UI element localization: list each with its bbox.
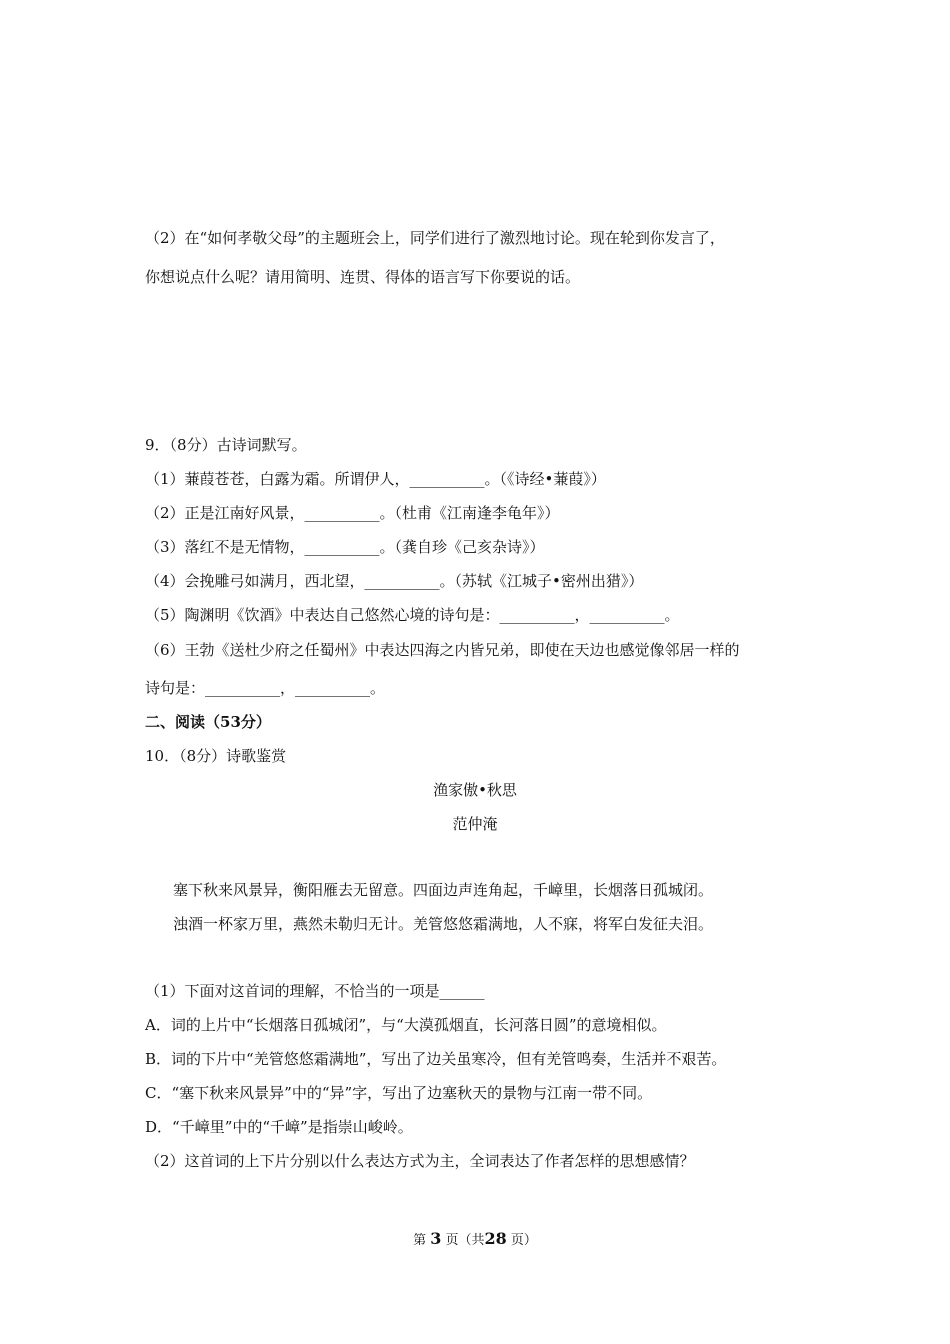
- poem-author: 范仲淹: [452, 815, 498, 833]
- q9-item-5: （5）陶渊明《饮酒》中表达自己悠然心境的诗句是：__________，__________。: [145, 606, 680, 624]
- option-a: A．词的上片中“长烟落日孤城闭”，与“大漠孤烟直，长河落日圆”的意境相似。: [145, 1016, 667, 1034]
- q9-item-4: （4）会挽雕弓如满月，西北望，__________。（苏轼《江城子•密州出猎》）: [145, 572, 644, 590]
- q9-heading: 9．（8分）古诗词默写。: [145, 436, 307, 454]
- q8-part2-line1: （2）在“如何孝敬父母”的主题班会上，同学们进行了激烈地讨论。现在轮到你发言了，: [145, 229, 725, 247]
- option-d: D．“千嶂里”中的“千嶂”是指崇山峻岭。: [145, 1118, 413, 1136]
- q9-item-3: （3）落红不是无情物，__________。（龚自珍《己亥杂诗》）: [145, 538, 545, 556]
- q10-sub2: （2）这首词的上下片分别以什么表达方式为主，全词表达了作者怎样的思想感情？: [145, 1152, 695, 1170]
- footer-prefix: 第: [413, 1233, 427, 1248]
- q10-heading: 10．（8分）诗歌鉴赏: [145, 747, 287, 765]
- q9-item-2: （2）正是江南好风景，__________。（杜甫《江南逢李龟年》）: [145, 504, 560, 522]
- poem-line-2: 浊酒一杯家万里，燕然未勒归无计。羌管悠悠霜满地，人不寐，将军白发征夫泪。: [173, 915, 714, 933]
- footer-middle: 页（共: [445, 1233, 485, 1248]
- q9-item-1: （1）蒹葭苍苍，白露为霜。所谓伊人，__________。（《诗经•蒹葭》）: [145, 470, 606, 488]
- option-c: C．“塞下秋来风景异”中的“异”字，写出了边塞秋天的景物与江南一带不同。: [145, 1084, 653, 1102]
- footer-suffix: 页）: [510, 1233, 537, 1248]
- section-title: 二、阅读（53分）: [145, 713, 271, 731]
- poem-line-1: 塞下秋来风景异，衡阳雁去无留意。四面边声连角起，千嶂里，长烟落日孤城闭。: [173, 881, 714, 899]
- q8-part2-line2: 你想说点什么呢？请用简明、连贯、得体的语言写下你要说的话。: [145, 268, 581, 286]
- option-b: B．词的下片中“羌管悠悠霜满地”，写出了边关虽寒冷，但有羌管鸣奏，生活并不艰苦。: [145, 1050, 727, 1068]
- q9-item-6: （6）王勃《送杜少府之任蜀州》中表达四海之内皆兄弟，即使在天边也感觉像邻居一样的: [145, 641, 740, 659]
- footer-total-pages: 28: [484, 1229, 507, 1248]
- q10-sub1: （1）下面对这首词的理解，不恰当的一项是______: [145, 982, 485, 1000]
- footer-page-number: 3: [430, 1229, 442, 1248]
- poem-title: 渔家傲•秋思: [433, 781, 517, 799]
- page-footer: [0, 1229, 950, 1251]
- q9-item-6-cont: 诗句是：__________，__________。: [145, 679, 386, 697]
